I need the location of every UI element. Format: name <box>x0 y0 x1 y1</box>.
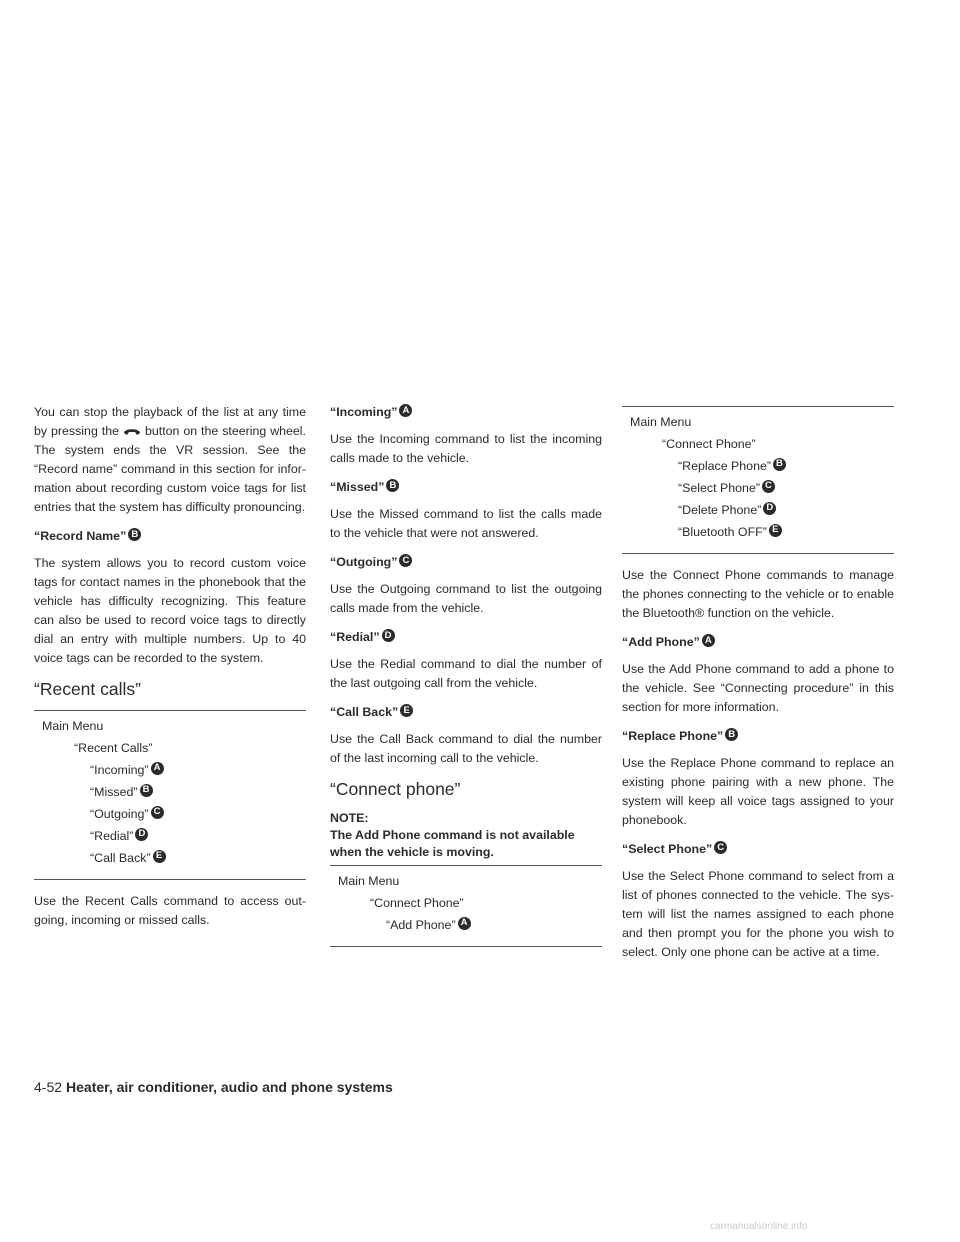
recent-calls-title: “Recent calls” <box>34 679 141 699</box>
outgoing-heading: “Outgoing” C <box>330 553 602 572</box>
connect-phone-menu-tree-continued <box>622 406 894 554</box>
missed-heading: “Missed” B <box>330 478 602 497</box>
connect-phone-title: “Connect phone” <box>330 779 461 799</box>
menu-sub: “Connect Phone” <box>662 437 756 451</box>
record-name-heading: “Record Name” B <box>34 527 306 546</box>
badge-c-icon: C <box>151 806 164 819</box>
badge-c-icon: C <box>762 480 775 493</box>
note-label: NOTE: <box>330 811 369 825</box>
menu-sub: “Connect Phone” <box>370 896 464 910</box>
column-3 <box>622 403 894 972</box>
redial-heading: “Redial” D <box>330 628 602 647</box>
menu-item: “Missed” B <box>34 781 306 803</box>
badge-d-icon: D <box>763 502 776 515</box>
page-number: 4-52 <box>34 1079 63 1095</box>
menu-item: “Redial” D <box>34 825 306 847</box>
badge-e-icon: E <box>769 524 782 537</box>
menu-root: Main Menu <box>338 874 400 888</box>
badge-b-icon: B <box>140 784 153 797</box>
redial-text: Use the Redial command to dial the number of the last outgoing call from the vehicle. <box>330 657 602 690</box>
callback-heading: “Call Back” E <box>330 703 602 722</box>
badge-e-icon: E <box>153 850 166 863</box>
record-name-text: The system allows you to record custom voice tags for contact names in the phonebook that the vehicle has difficulty recognizing. This feature can also be used to record voice tags to directly dial an entry with multiple numbers. Up to 40 voice tags can be recorded to the system. <box>34 556 306 665</box>
phone-hangup-icon <box>123 426 141 436</box>
menu-item: “Call Back” E <box>34 847 306 869</box>
badge-c-icon: C <box>714 841 727 854</box>
badge-b-icon: B <box>386 479 399 492</box>
watermark: carmanualsonline.info <box>710 1221 808 1232</box>
menu-item: “Outgoing” C <box>34 803 306 825</box>
select-phone-text: Use the Select Phone command to select from a list of phones connected to the vehicle. The system will list the names assigned to each phone and then prompt you for the phone you wish to select. Only one phone can be active at a time. <box>622 869 894 959</box>
add-phone-heading: “Add Phone” A <box>622 633 894 652</box>
connect-phone-text: Use the Connect Phone commands to manage the phones connecting to the vehicle or to enable the Bluetooth® function on the vehicle. <box>622 568 894 620</box>
callback-text: Use the Call Back command to dial the number of the last incoming call to the vehicle. <box>330 732 602 765</box>
badge-c-icon: C <box>399 554 412 567</box>
incoming-text: Use the Incoming command to list the incoming calls made to the vehicle. <box>330 432 602 465</box>
add-phone-text: Use the Add Phone command to add a phone to the vehicle. See “Connecting procedure” in this section for more information. <box>622 662 894 714</box>
menu-sub: “Recent Calls” <box>74 741 153 755</box>
menu-item: “Incoming” A <box>34 759 306 781</box>
badge-d-icon: D <box>135 828 148 841</box>
menu-item: “Replace Phone” B <box>622 455 894 477</box>
column-2 <box>330 403 602 959</box>
column-1 <box>34 403 306 940</box>
intro-paragraph: You can stop the playback of the list at any time by pressing the button on the steering wheel. The system ends the VR session. See the “Record name” command in this section for information about recording custom voice tags for list entries that the system has difficulty pronouncing. <box>34 405 307 514</box>
outgoing-text: Use the Outgoing command to list the outgoing calls made from the vehicle. <box>330 582 602 615</box>
replace-phone-heading: “Replace Phone” B <box>622 727 894 746</box>
badge-a-icon: A <box>399 404 412 417</box>
recent-calls-menu-tree <box>34 710 306 880</box>
incoming-heading: “Incoming” A <box>330 403 602 422</box>
badge-b-icon: B <box>128 528 141 541</box>
badge-b-icon: B <box>773 458 786 471</box>
recent-calls-text: Use the Recent Calls command to access outgoing, incoming or missed calls. <box>34 894 306 927</box>
menu-root: Main Menu <box>630 415 692 429</box>
badge-a-icon: A <box>151 762 164 775</box>
menu-root: Main Menu <box>42 719 104 733</box>
menu-item: “Delete Phone” D <box>622 499 894 521</box>
menu-item: “Bluetooth OFF” E <box>622 521 894 543</box>
page-footer <box>34 1078 393 1096</box>
chapter-title: Heater, air conditioner, audio and phone systems <box>66 1079 393 1095</box>
note-text: The Add Phone command is not available when the vehicle is moving. <box>330 828 575 859</box>
select-phone-heading: “Select Phone” C <box>622 840 894 859</box>
badge-e-icon: E <box>400 704 413 717</box>
connect-phone-menu-tree <box>330 865 602 947</box>
menu-item: “Add Phone” A <box>330 914 602 936</box>
menu-item: “Select Phone” C <box>622 477 894 499</box>
badge-b-icon: B <box>725 728 738 741</box>
badge-a-icon: A <box>702 634 715 647</box>
replace-phone-text: Use the Replace Phone command to replace an existing phone pairing with a new phone. The system will keep all voice tags assigned to your phonebook. <box>622 756 894 827</box>
badge-a-icon: A <box>458 917 471 930</box>
badge-d-icon: D <box>382 629 395 642</box>
missed-text: Use the Missed command to list the calls made to the vehicle that were not answered. <box>330 507 602 540</box>
